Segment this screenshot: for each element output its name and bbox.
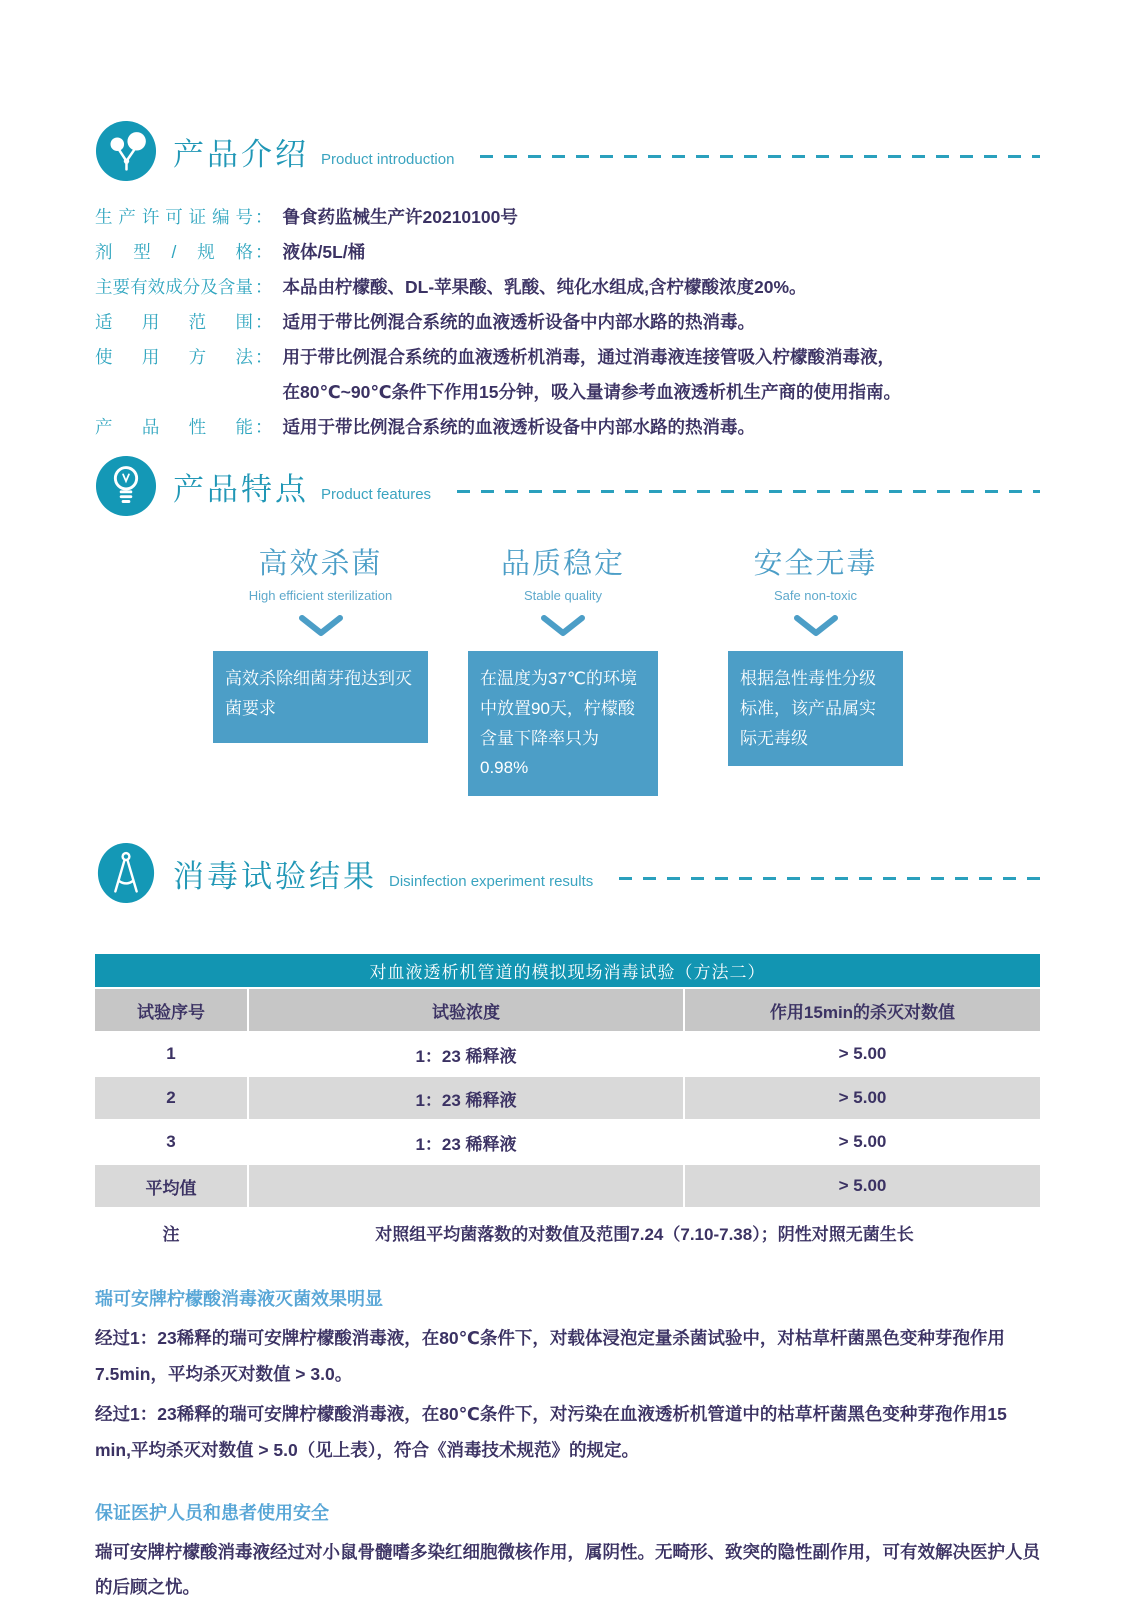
field-colon: ： <box>255 347 273 367</box>
field-value-line: 在80℃~90℃条件下作用15分钟，吸入量请参考血液透析机生产商的使用指南。 <box>282 382 901 402</box>
chevron-down-icon <box>213 615 428 637</box>
section-title: 消毒试验结果 <box>173 858 377 894</box>
table-grid <box>95 989 1040 1255</box>
paragraph-heading: 保证医护人员和患者使用安全 <box>95 1502 329 1523</box>
feature-title: 高效杀菌 <box>258 548 383 580</box>
bulb-icon <box>95 455 157 517</box>
section-disinfection-results <box>95 840 1040 1600</box>
feature-description: 高效杀除细菌芽孢达到灭菌要求 <box>213 651 428 743</box>
feature-description: 在温度为37℃的环境中放置90天，柠檬酸含量下降率只为0.98% <box>468 651 658 796</box>
molecule-icon <box>95 120 157 182</box>
feature-card-nontoxic <box>728 541 903 766</box>
field-value-line: 用于带比例混合系统的血液透析机消毒，通过消毒液连接管吸入柠檬酸消毒液， <box>282 347 895 367</box>
field-value: 本品由柠檬酸、DL-苹果酸、乳酸、纯化水组成,含柠檬酸浓度20%。 <box>282 277 807 297</box>
chevron-down-icon <box>468 615 658 637</box>
field-row-performance <box>95 410 1040 445</box>
feature-description: 根据急性毒性分级标准，该产品属实际无毒级 <box>728 651 903 766</box>
feature-title: 品质稳定 <box>500 548 625 580</box>
table-cell: 1：23 稀释液 <box>249 1077 683 1119</box>
section-subtitle-en: Product introduction <box>321 150 455 168</box>
field-label: 产品性能 <box>95 417 253 437</box>
field-row-scope <box>95 305 1040 340</box>
section-product-features <box>95 453 1040 796</box>
table-cell <box>249 1165 683 1207</box>
feature-title: 安全无毒 <box>753 548 878 580</box>
table-note-label: 注 <box>95 1209 247 1255</box>
field-row-ingredients <box>95 270 1040 305</box>
field-value <box>283 340 1041 410</box>
field-label: 主要有效成分及含量 <box>95 277 253 297</box>
table-title: 对血液透析机管道的模拟现场消毒试验（方法二） <box>95 954 1040 987</box>
field-label: 适用范围 <box>95 312 253 332</box>
table-note-text: 对照组平均菌落数的对数值及范围7.24（7.10-7.38）；阴性对照无菌生长 <box>249 1209 1040 1255</box>
dashed-divider <box>457 490 1040 493</box>
product-fields <box>95 200 1040 445</box>
field-row-license <box>95 200 1040 235</box>
table-cell: > 5.00 <box>685 1165 1040 1207</box>
table-cell: 1 <box>95 1033 247 1075</box>
section-title: 产品特点 <box>173 471 309 507</box>
feature-card-sterilization <box>213 541 428 743</box>
section-product-introduction <box>95 118 1040 445</box>
feature-subtitle-en: Stable quality <box>523 588 603 603</box>
table-cell: 3 <box>95 1121 247 1163</box>
table-cell: > 5.00 <box>685 1077 1040 1119</box>
table-cell: 1：23 稀释液 <box>249 1121 683 1163</box>
column-header: 作用15min的杀灭对数值 <box>685 989 1040 1031</box>
section-subtitle-en: Disinfection experiment results <box>389 872 594 890</box>
field-colon: ： <box>255 277 273 297</box>
section-header <box>95 118 1040 184</box>
dashed-divider <box>480 155 1040 158</box>
field-row-form-spec <box>95 235 1040 270</box>
feature-subtitle-en: Safe non-toxic <box>773 588 858 603</box>
section-header <box>95 453 1040 519</box>
section-subtitle-en: Product features <box>321 485 432 503</box>
feature-card-quality <box>468 541 658 796</box>
section-title: 产品介绍 <box>173 136 309 172</box>
field-value: 适用于带比例混合系统的血液透析设备中内部水路的热消毒。 <box>282 312 755 332</box>
column-header: 试验浓度 <box>249 989 683 1031</box>
table-cell: 平均值 <box>95 1165 247 1207</box>
field-value: 适用于带比例混合系统的血液透析设备中内部水路的热消毒。 <box>282 417 755 437</box>
field-label: 生产许可证编号 <box>95 207 253 227</box>
field-label: 使用方法 <box>95 347 253 367</box>
compass-icon <box>95 842 157 904</box>
field-value: 液体/5L/桶 <box>282 242 366 262</box>
table-cell: > 5.00 <box>685 1033 1040 1075</box>
section-header <box>95 840 1040 906</box>
column-header: 试验序号 <box>95 989 247 1031</box>
field-label: 剂型/规格 <box>95 242 253 262</box>
paragraph-text: 经过1：23稀释的瑞可安牌柠檬酸消毒液，在80℃条件下，对载体浸泡定量杀菌试验中，对枯草杆菌黑色变种芽孢作用7.5min，平均杀灭对数值 > 3.0。 <box>95 1328 1005 1384</box>
results-table <box>95 954 1040 1255</box>
result-paragraphs <box>95 1285 1040 1600</box>
feature-subtitle-en: High efficient sterilization <box>248 588 393 603</box>
field-row-usage <box>95 340 1040 410</box>
table-cell: 1：23 稀释液 <box>249 1033 683 1075</box>
field-value: 鲁食药监械生产许20210100号 <box>282 207 518 227</box>
paragraph-text: 瑞可安牌柠檬酸消毒液经过对小鼠骨髓嗜多染红细胞微核作用，属阴性。无畸形、致突的隐性副作用，可有效解决医护人员的后顾之忧。 <box>95 1541 1040 1598</box>
field-colon: ： <box>255 242 273 262</box>
paragraph-text: 经过1：23稀释的瑞可安牌柠檬酸消毒液，在80℃条件下，对污染在血液透析机管道中的枯草杆菌黑色变种芽孢作用15 min,平均杀灭对数值 > 5.0（见上表），符合《消毒技术规范》的规定。 <box>95 1403 1007 1460</box>
field-colon: ： <box>255 207 273 227</box>
dashed-divider <box>619 877 1040 880</box>
field-colon: ： <box>255 417 273 437</box>
table-cell: 2 <box>95 1077 247 1119</box>
chevron-down-icon <box>728 615 903 637</box>
table-cell: > 5.00 <box>685 1121 1040 1163</box>
feature-cards <box>95 541 1040 796</box>
paragraph-heading: 瑞可安牌柠檬酸消毒液灭菌效果明显 <box>95 1289 383 1309</box>
field-colon: ： <box>255 312 273 332</box>
